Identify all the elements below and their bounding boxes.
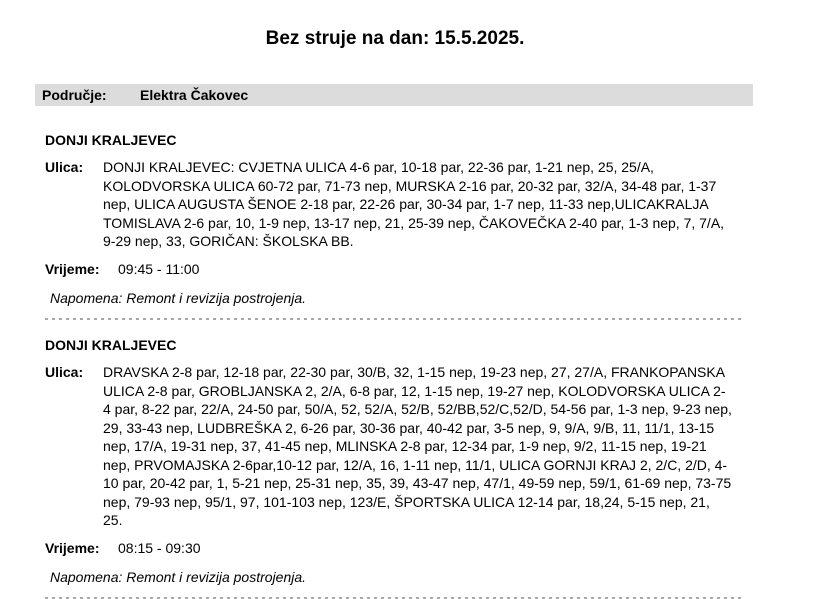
street-list: DRAVSKA 2-8 par, 12-18 par, 22-30 par, 30/B, 32, 1-15 nep, 19-23 nep, 27, 27/A, FRANKOPANSKA ULICA 2-8 par, GROBLJANSKA 2, 2/A, 6-8 par, 12, 1-15 nep, 19-27 nep, KOLODVORSKA ULICA 2-4 par, 8-22 par, 22/A, 24-50 par, 50/A, 52, 52/A, 52/B, 52/BB,52/C,52/D, 54-56 par, 1-3 nep, 9-23 nep, 29, 33-43 nep, LUDBREŠKA 2, 6-26 par, 30-36 par, 40-42 par, 3-5 nep, 9, 9/A, 9/B, 11, 11/1, 13-15 nep, 17/A, 19-31 nep, 37, 41-45 nep, MLINSKA 2-8 par, 12-34 par, 1-9 nep, 9/2, 11-15 nep, 19-21 nep, PRVOMAJSKA 2-6par,10-12 par, 12/A, 16, 1-11 nep, 11/1, ULICA GORNJI KRAJ 2, 2/C, 2/D, 4-10 par, 20-42 par, 1, 5-21 nep, 25-31 nep, 35, 39, 43-47 nep, 47/1, 49-59 nep, 59/1, 61-69 nep, 73-75 nep, 79-93 nep, 95/1, 97, 101-103 nep, 123/E, ŠPORTSKA ULICA 12-14 par, 18,24, 5-15 nep, 21, 25.: [103, 364, 732, 528]
time-row: [45, 260, 745, 279]
section-divider: [45, 318, 743, 320]
time-label: Vrijeme:: [45, 260, 100, 277]
street-label: Ulica:: [45, 159, 84, 175]
outage-section-1: [45, 132, 745, 320]
area-label: Područje:: [42, 87, 107, 103]
outage-section-2: [45, 337, 745, 599]
outage-sections: [45, 132, 745, 599]
note-text: Napomena: Remont i revizija postrojenja.: [50, 290, 307, 306]
place-name: DONJI KRALJEVEC: [45, 132, 177, 148]
street-row: [45, 363, 745, 530]
street-list: DONJI KRALJEVEC: CVJETNA ULICA 4-6 par, 10-18 par, 22-36 par, 1-21 nep, 25, 25/A, KOLODVORSKA ULICA 60-72 par, 71-73 nep, MURSKA 2-16 par, 20-32 par, 32/A, 34-48 par, 1-37 nep, ULICA AUGUSTA ŠENOE 2-18 par, 22-26 par, 30-34 par, 1-7 nep, 11-33 nep,ULICAKRALJA TOMISLAVA 2-6 par, 10, 1-9 nep, 13-17 nep, 21, 25-39 nep, ČAKOVEČKA 2-40 par, 1-3 nep, 7, 7/A, 9-29 nep, 33, GORIČAN: ŠKOLSKA BB.: [103, 159, 725, 249]
time-row: [45, 539, 745, 558]
time-value: 08:15 - 09:30: [118, 539, 201, 556]
area-value: Elektra Čakovec: [140, 87, 249, 103]
area-bar: [35, 84, 753, 106]
note-text: Napomena: Remont i revizija postrojenja.: [50, 569, 307, 585]
page-title: Bez struje na dan: 15.5.2025.: [265, 28, 525, 49]
street-label: Ulica:: [45, 364, 84, 380]
street-row: [45, 158, 745, 251]
place-name: DONJI KRALJEVEC: [45, 337, 177, 353]
time-label: Vrijeme:: [45, 539, 100, 556]
time-value: 09:45 - 11:00: [118, 260, 200, 277]
